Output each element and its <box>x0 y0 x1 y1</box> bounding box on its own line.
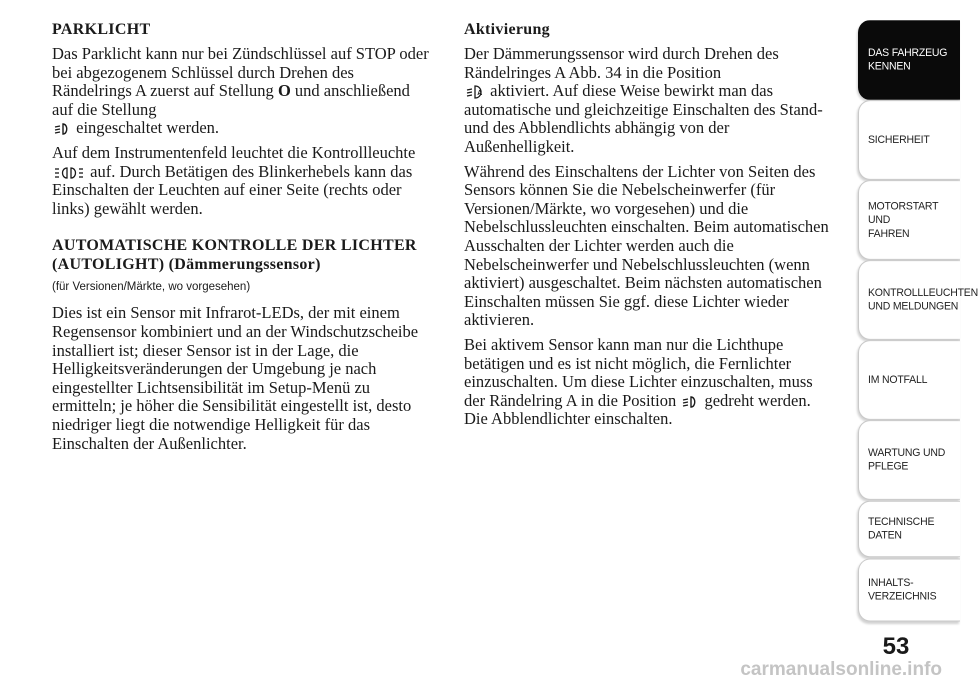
tab-label: PFLEGE <box>868 460 909 473</box>
tab-wartung-und-pflege[interactable] <box>858 420 960 500</box>
low-beam-icon <box>54 122 70 136</box>
auto-light-icon <box>466 85 484 99</box>
right-column <box>464 20 834 435</box>
section-heading-aktivierung: Aktivierung <box>464 21 550 38</box>
tab-label: FAHREN <box>868 226 910 240</box>
text: gedreht werden. Die Abblendlichter einschalten. <box>464 390 811 429</box>
tab-technische-daten[interactable] <box>858 501 960 558</box>
tab-label: TECHNISCHE <box>868 515 935 528</box>
tab-motorstart-und-fahren[interactable] <box>858 180 960 260</box>
tab-label: MOTORSTART UND <box>868 199 939 226</box>
section-subheading: (für Versionen/Märkte, wo vorgesehen) <box>52 281 251 294</box>
tab-label: KONTROLLLEUCHTEN <box>868 286 978 299</box>
tab-sicherheit[interactable] <box>858 100 960 180</box>
tab-kontrollleuchten-und-meldungen[interactable] <box>858 260 978 340</box>
position-o-label: O <box>277 81 291 101</box>
paragraph-kontrollleuchte <box>52 144 434 218</box>
text: Auf dem Instrumentenfeld leuchtet die Kontrollleuchte <box>52 142 416 162</box>
text: und anschließend auf die Stellung <box>52 81 410 119</box>
text: Der Dämmerungssensor wird durch Drehen des Rändelringes A Abb. 34 in die Position <box>464 44 779 82</box>
text: Bei aktivem Sensor kann man nur die Lichthupe betätigen und es ist nicht möglich, die Fernlichter einzuschalten. Um diese Lichter einzuschalten, muss der Rändelring A in die Position <box>464 334 813 410</box>
paragraph-aktivierung <box>464 45 834 157</box>
position-lights-icon <box>54 166 84 180</box>
left-column <box>52 20 434 459</box>
paragraph-nebel: Während des Einschaltens der Lichter von Seiten des Sensors können Sie die Nebelscheinwerfer (für Versionen/Märkte, wo vorgesehen) und die Nebelschlussleuchten einschalten. Beim automatischen Ausschalten der Lichter werden auch die Nebelscheinwerfer und Nebelschlussleuchten (wenn aktiviert) ausgeschaltet. Beim nächsten automatischen Einschalten müssen Sie ggf. diese Lichter wieder aktivieren. <box>464 161 829 330</box>
tab-inhaltsverzeichnis[interactable] <box>858 559 960 622</box>
tab-label: DAS FAHRZEUG <box>868 46 948 59</box>
text: auf. Durch Betätigen des Blinkerhebels kann das Einschalten der Leuchten auf einer Seite (rechts oder links) gewählt werden. <box>52 161 413 218</box>
page-number: 53 <box>882 633 910 660</box>
svg-text:A: A <box>477 90 483 98</box>
tab-im-notfall[interactable] <box>858 340 960 420</box>
paragraph-sensor: Dies ist ein Sensor mit Infrarot-LEDs, der mit einem Regensensor kombiniert und an der Windschutzscheibe installiert ist; dieser Sensor ist in der Lage, die Helligkeitsveränderungen der Umgebung je nach eingestellter Lichtsensibilität im Setup-Menü zu ermitteln; je höher die Sensibilität eingestellt ist, desto niedriger liegt die notwendige Helligkeit für das Einschalten der Außenlichter. <box>52 303 419 453</box>
text: aktiviert. Auf diese Weise bewirkt man das automatische und gleichzeitige Einschalten des Stand- und des Abblendlichts abhängig von der Außenhelligkeit. <box>464 81 823 156</box>
section-heading-autolight: AUTOMATISCHE KONTROLLE DER LICHTER (AUTOLIGHT) (Dämmerungssensor) <box>52 237 417 274</box>
tab-label: IM NOTFALL <box>868 373 928 386</box>
low-beam-icon <box>682 395 698 409</box>
paragraph-parklicht <box>52 45 434 138</box>
text: eingeschaltet werden. <box>76 118 220 138</box>
tab-label: KENNEN <box>868 60 911 73</box>
text: Das Parklicht kann nur bei Zündschlüssel auf STOP oder bei abgezogenem Schlüssel durch Drehen des Rändelrings A zuerst auf Stellung <box>52 44 429 101</box>
tab-das-fahrzeug-kennen[interactable] <box>858 20 960 100</box>
paragraph-lichthupe <box>464 336 834 429</box>
watermark: carmanualsonline.info <box>740 659 942 680</box>
tab-label: INHALTS- <box>868 576 914 589</box>
section-heading-parklicht: PARKLICHT <box>52 21 151 38</box>
tab-label: DATEN <box>868 529 902 542</box>
tab-label: VERZEICHNIS <box>868 590 937 603</box>
tab-label: UND MELDUNGEN <box>868 300 959 313</box>
tab-label: SICHERHEIT <box>868 133 930 146</box>
tab-label: WARTUNG UND <box>868 446 946 459</box>
